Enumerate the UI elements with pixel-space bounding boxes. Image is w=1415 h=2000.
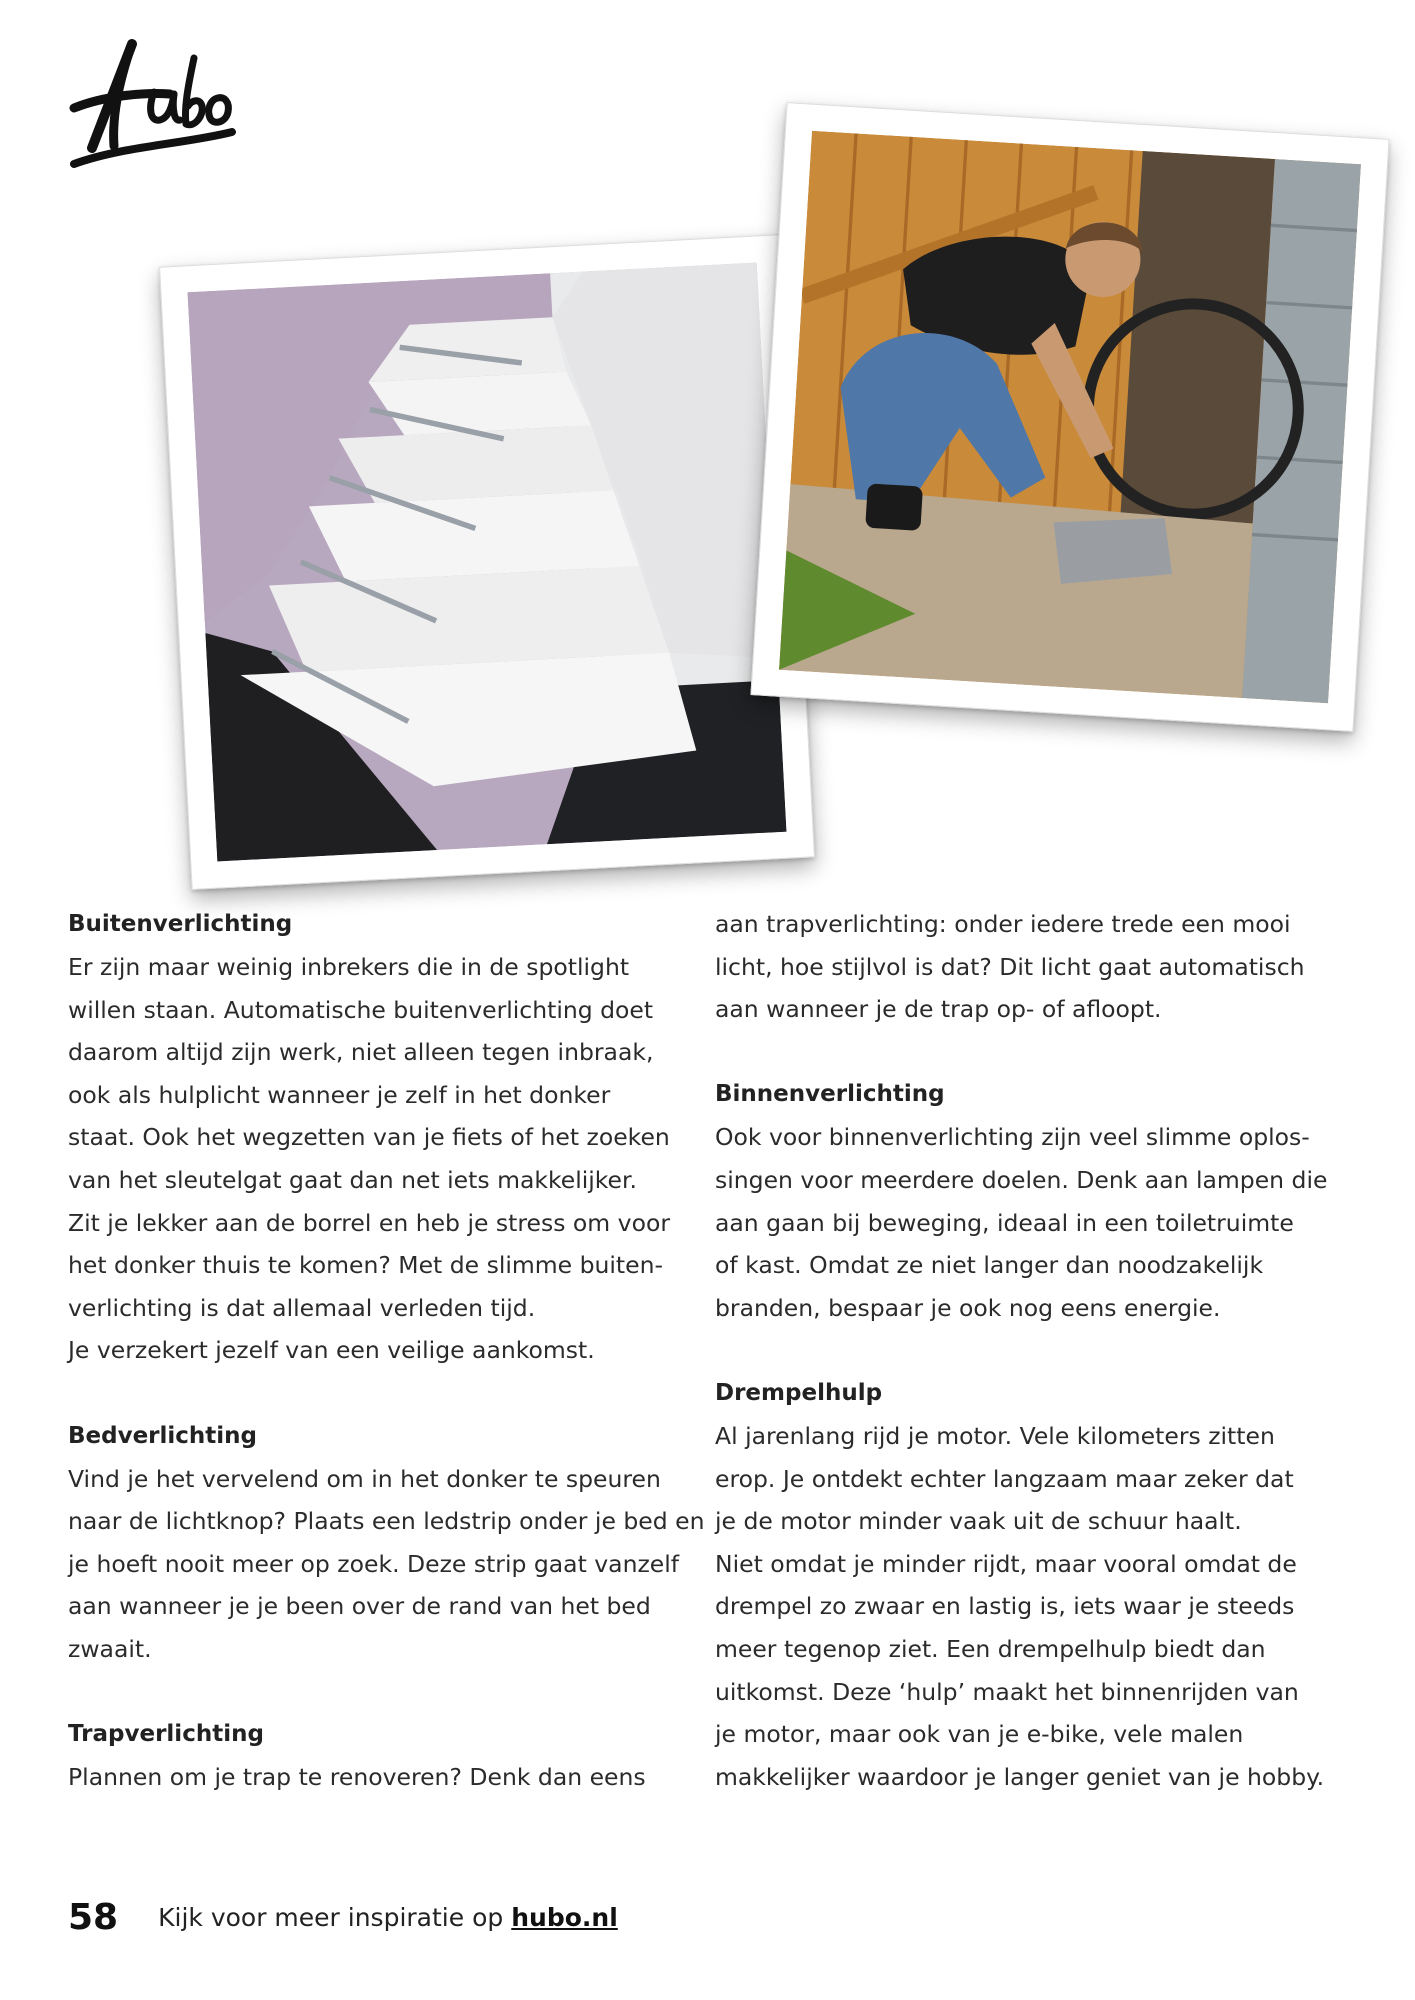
right-column: [715, 903, 1355, 1798]
left-column: [68, 903, 708, 1799]
body-drempelhulp: Al jarenlang rijd je motor. Vele kilometers zitten erop. Je ontdekt echter langzaam maar zeker dat je de motor minder vaak uit de schuur haalt. Niet omdat je minder rijdt, maar vooral omdat de drempel zo zwaar en lastig is, iets waar je steeds meer tegenop ziet. Een drempelhulp biedt dan uitkomst. Deze ‘hulp’ maakt het binnenrijden van je motor, maar ook van je e-bike, vele malen makkelijker waardoor je langer geniet van je hobby.: [715, 1421, 1325, 1791]
white-stairs-photo: [159, 234, 815, 890]
body-buitenverlichting: Er zijn maar weinig inbrekers die in de spotlight willen staan. Automatische buitenverlichting doet daarom altijd zijn werk, niet alleen tegen inbraak, ook als hulplicht wanneer je zelf in het donker staat. Ook het wegzetten van je fiets of het zoeken van het sleutelgat gaat dan net iets makkelijker. Zit je lekker aan de borrel en heb je stress om voor het donker thuis te komen? Met de slimme buiten- verlichting is dat allemaal verleden tijd. Je verzekert jezelf van een veilige aankomst.: [68, 953, 670, 1365]
heading-trapverlichting: Trapverlichting: [68, 1721, 264, 1748]
body-trapverlichting-continued: aan trapverlichting: onder iedere trede een mooi licht, hoe stijlvol is dat? Dit licht gaat automatisch aan wanneer je de trap op- of afloopt.: [715, 910, 1305, 1024]
heading-bedverlichting: Bedverlichting: [68, 1422, 258, 1449]
footer-text: Kijk voor meer inspiratie op: [158, 1902, 504, 1932]
hubo-website-link[interactable]: hubo.nl: [511, 1902, 618, 1932]
body-binnenverlichting: Ook voor binnenverlichting zijn veel slimme oplos- singen voor meerdere doelen. Denk aan lampen die aan gaan bij beweging, ideaal in een toiletruimte of kast. Omdat ze niet langer dan noodzakelijk branden, bespaar je ook nog eens energie.: [715, 1123, 1328, 1322]
heading-buitenverlichting: Buitenverlichting: [68, 911, 293, 937]
man-installing-threshold-ramp-photo: [750, 102, 1389, 732]
body-trapverlichting: Plannen om je trap te renoveren? Denk dan eens: [68, 1763, 646, 1792]
heading-drempelhulp: Drempelhulp: [715, 1379, 883, 1406]
heading-binnenverlichting: Binnenverlichting: [715, 1081, 945, 1108]
page-footer: [68, 1893, 618, 1941]
page-number: 58: [68, 1896, 119, 1938]
body-bedverlichting: Vind je het vervelend om in het donker te speuren naar de lichtknop? Plaats een ledstrip onder je bed en je hoeft nooit meer op zoek. Deze strip gaat vanzelf aan wanneer je je been over de rand van het bed zwaait.: [68, 1464, 705, 1663]
hubo-logo: [34, 36, 244, 186]
